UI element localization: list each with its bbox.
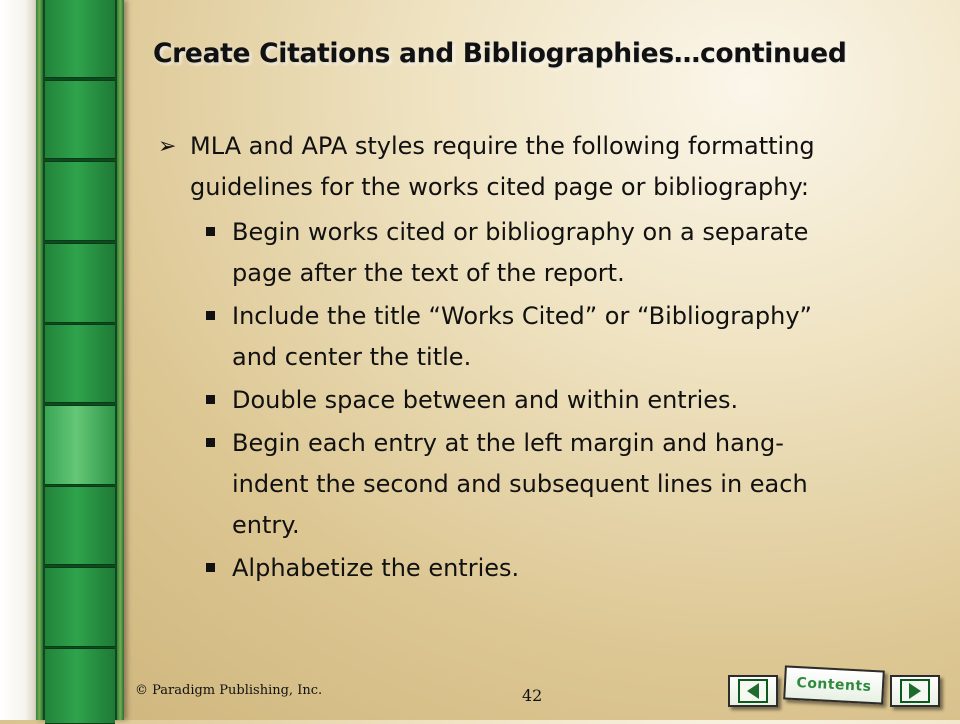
bar-tile-highlight (45, 405, 115, 485)
sub-bullet-line: Begin works cited or bibliography on a separate (232, 218, 809, 246)
sub-bullet-line: entry. (232, 511, 300, 539)
bar-tile (45, 648, 115, 724)
sub-bullet-line: Include the title “Works Cited” or “Bibliography” (232, 302, 812, 330)
square-bullet-icon (206, 563, 215, 572)
sub-bullet (204, 380, 898, 421)
square-bullet-icon (206, 227, 215, 236)
sub-bullet (204, 548, 898, 589)
sub-bullet-line: Alphabetize the entries. (232, 554, 520, 582)
bar-tile (45, 80, 115, 159)
bar-rail-right (117, 0, 124, 720)
sub-bullet-line: and center the title. (232, 343, 472, 371)
slide-title: Create Citations and Bibliographies…continued (153, 38, 847, 69)
sub-bullet-line: indent the second and subsequent lines in each (232, 470, 808, 498)
main-bullet (158, 126, 898, 208)
main-bullet-line: guidelines for the works cited page or bibliography: (190, 173, 810, 201)
sub-bullet (204, 296, 898, 378)
previous-slide-button[interactable] (728, 675, 778, 707)
contents-button[interactable] (783, 665, 885, 704)
main-bullet-line: MLA and APA styles require the following formatting (190, 132, 815, 160)
arrow-bullet-icon: ➢ (158, 134, 177, 159)
copyright-notice: © Paradigm Publishing, Inc. (135, 683, 323, 698)
bar-tile (45, 324, 115, 403)
green-decorative-bar (36, 0, 124, 720)
bar-tile (45, 243, 115, 323)
square-bullet-icon (206, 438, 215, 447)
bar-tile (45, 486, 115, 565)
bar-tile (45, 0, 115, 78)
square-bullet-icon (206, 395, 215, 404)
square-bullet-icon (206, 311, 215, 320)
sub-bullet-line: Begin each entry at the left margin and hang- (232, 429, 784, 457)
sub-bullet-line: page after the text of the report. (232, 259, 625, 287)
bar-tile (45, 161, 115, 241)
bar-rail-left (36, 0, 43, 720)
bar-tile (45, 567, 115, 647)
sub-bullet (204, 423, 898, 546)
previous-arrow-icon (738, 679, 768, 703)
left-margin-strip (0, 0, 36, 720)
sub-bullet (204, 212, 898, 294)
contents-label: Contents (796, 675, 872, 695)
page-number: 42 (522, 686, 543, 705)
next-slide-button[interactable] (890, 675, 940, 707)
next-arrow-icon (900, 679, 930, 703)
slide-body (158, 126, 898, 591)
sub-bullet-line: Double space between and within entries. (232, 386, 739, 414)
